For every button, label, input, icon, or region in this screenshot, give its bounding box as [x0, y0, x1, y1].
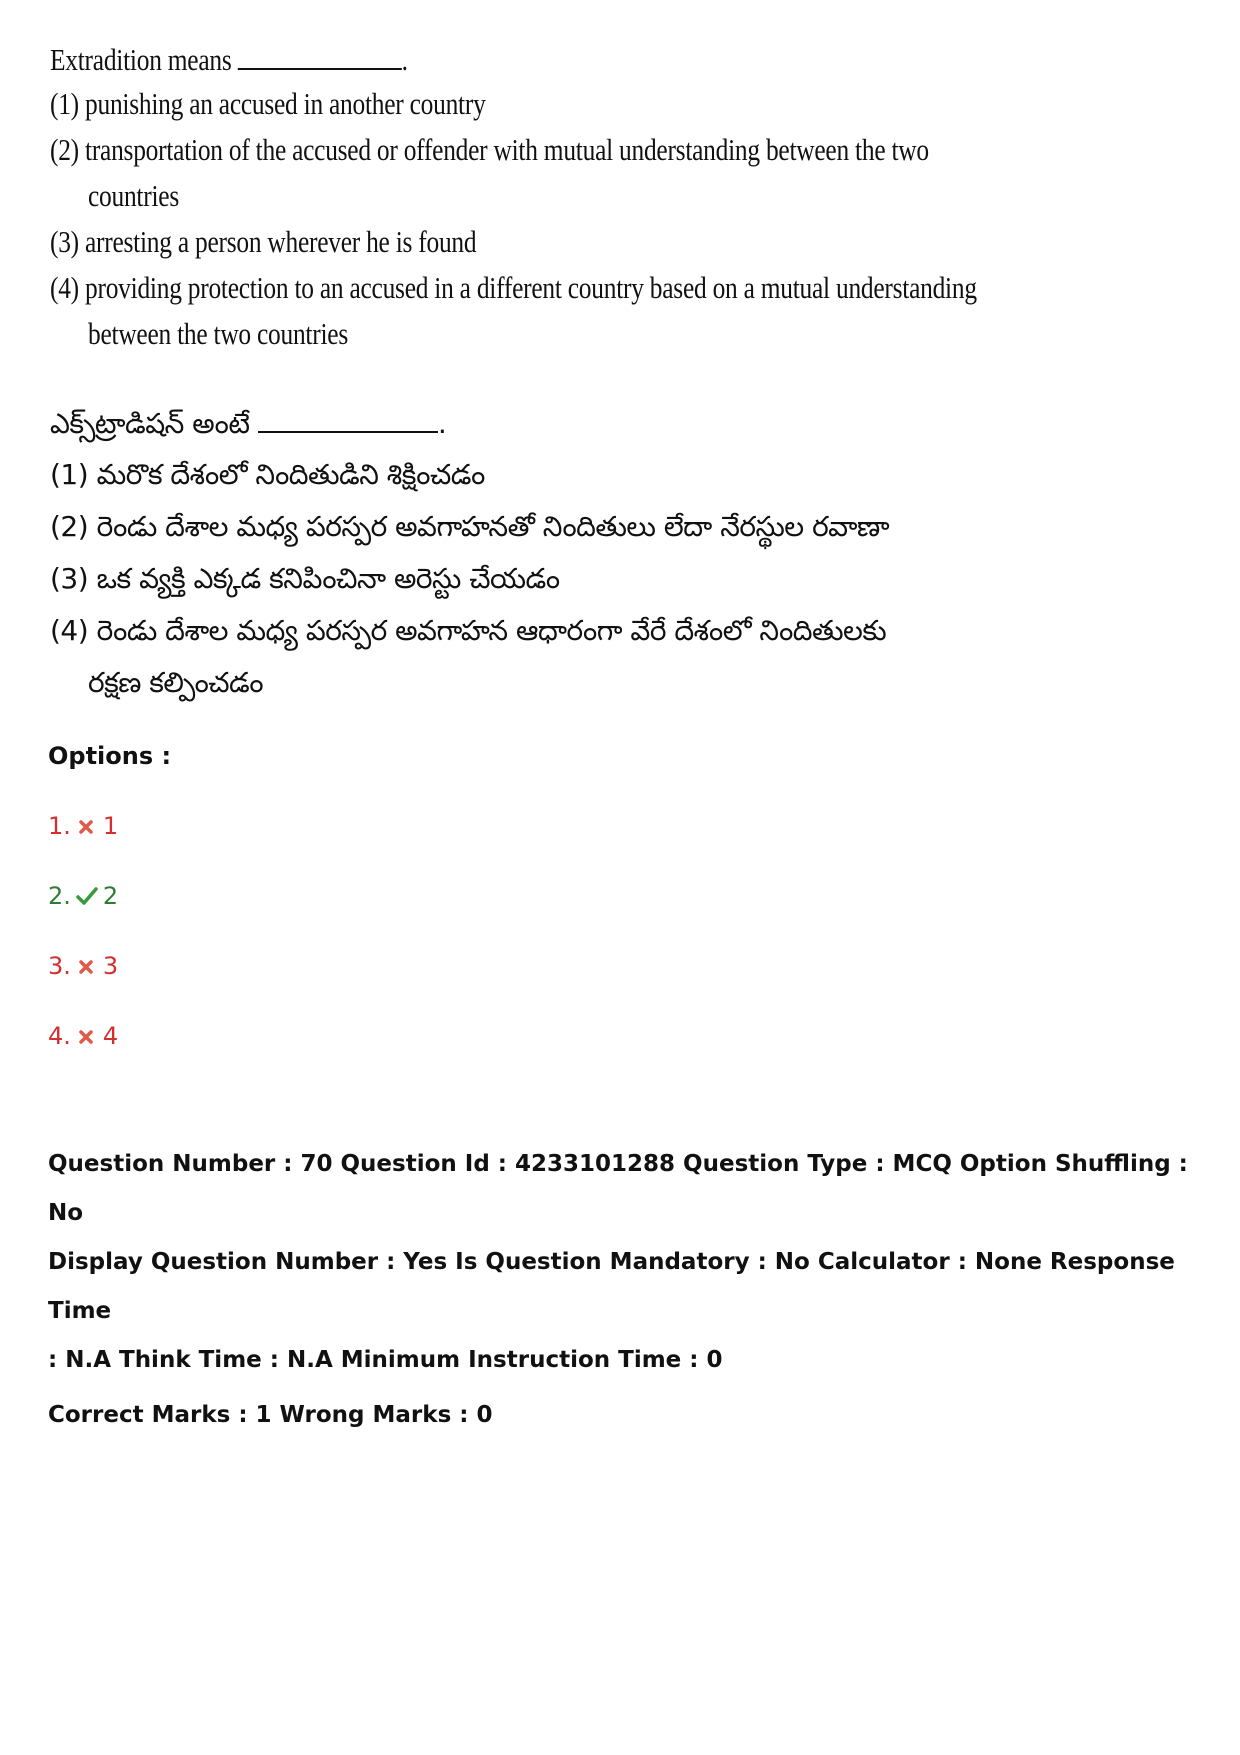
option-number: (1) — [50, 86, 79, 121]
option-value: 1 — [102, 812, 119, 840]
cross-icon — [75, 955, 97, 977]
check-icon — [75, 885, 97, 907]
option-1[interactable] — [48, 812, 118, 840]
metadata-line-3: : N.A Think Time : N.A Minimum Instruction Time : 0 — [48, 1347, 723, 1373]
metadata-line-2: Display Question Number : Yes Is Question Mandatory : No Calculator : None Response Time — [48, 1249, 1175, 1324]
option-text: punishing an accused in another country — [85, 86, 486, 121]
cross-icon — [75, 815, 97, 837]
telugu-option-4-cont: రక్షణ కల్పించడం — [88, 666, 264, 699]
english-option-4-cont: between the two countries — [88, 316, 348, 351]
option-index: 2. — [48, 882, 71, 910]
option-value: 2 — [102, 882, 119, 910]
option-text: మరొక దేశంలో నిందితుడిని శిక్షించడం — [96, 458, 485, 491]
option-index: 4. — [48, 1022, 71, 1050]
option-3[interactable] — [48, 952, 118, 980]
answer-blank — [258, 406, 438, 433]
option-2[interactable] — [48, 882, 118, 910]
option-number: (3) — [50, 224, 79, 259]
question-stem-english — [50, 40, 408, 78]
question-image — [50, 30, 1000, 720]
stem-text: ఎక్స్‌ట్రాడిషన్ అంటే — [50, 407, 250, 441]
telugu-option-3 — [50, 562, 560, 602]
marks-line: Correct Marks : 1 Wrong Marks : 0 — [48, 1402, 493, 1428]
stem-text: Extradition means — [50, 41, 232, 77]
options-heading: Options : — [48, 742, 172, 770]
option-index: 3. — [48, 952, 71, 980]
english-option-4 — [50, 270, 977, 306]
telugu-option-1 — [50, 458, 485, 498]
telugu-option-2 — [50, 510, 889, 550]
cross-icon — [75, 1025, 97, 1047]
option-text: రెండు దేశాల మధ్య పరస్పర అవగాహన ఆధారంగా వేరే దేశంలో నిందితులకు — [96, 614, 887, 647]
telugu-option-4 — [50, 614, 886, 654]
option-text: transportation of the accused or offender with mutual understanding between the two — [85, 132, 929, 167]
option-value: 4 — [102, 1022, 119, 1050]
english-option-2-cont: countries — [88, 178, 179, 213]
option-index: 1. — [48, 812, 71, 840]
option-number: (2) — [50, 132, 79, 167]
option-number: (3) — [50, 562, 89, 595]
option-text: arresting a person wherever he is found — [85, 224, 477, 259]
option-number: (4) — [50, 614, 89, 647]
option-4[interactable] — [48, 1022, 118, 1050]
option-number: (4) — [50, 270, 79, 305]
option-value: 3 — [102, 952, 119, 980]
english-option-1 — [50, 86, 486, 122]
option-number: (1) — [50, 458, 89, 491]
option-text: providing protection to an accused in a different country based on a mutual understanding — [85, 270, 977, 305]
stem-end: . — [437, 407, 447, 441]
option-text: రెండు దేశాల మధ్య పరస్పర అవగాహనతో నిందితులు లేదా నేరస్థుల రవాణా — [96, 510, 890, 543]
option-number: (2) — [50, 510, 89, 543]
answer-blank — [238, 40, 402, 70]
option-text: ఒక వ్యక్తి ఎక్కడ కనిపించినా అరెస్టు చేయడం — [96, 562, 560, 595]
question-stem-telugu — [50, 406, 446, 447]
english-option-2 — [50, 132, 929, 168]
stem-end: . — [401, 41, 408, 77]
english-option-3 — [50, 224, 476, 260]
question-metadata — [48, 1140, 1198, 1440]
metadata-line-1: Question Number : 70 Question Id : 4233101288 Question Type : MCQ Option Shuffling : No — [48, 1151, 1188, 1226]
